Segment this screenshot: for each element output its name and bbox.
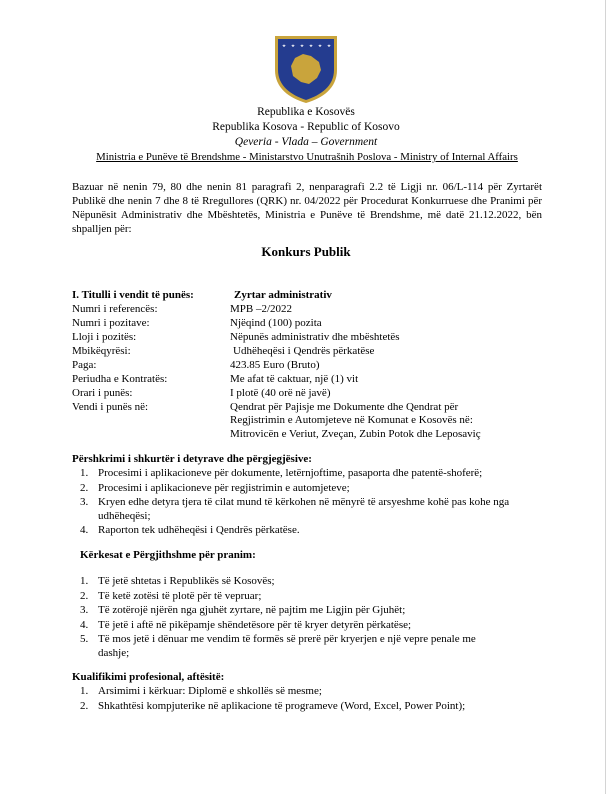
position-row-value: Udhëheqësi i Qendrës përkatëse [233, 345, 375, 357]
position-row-value: I plotë (40 orë në javë) [230, 387, 331, 399]
list-item [80, 700, 550, 714]
list-item-text: Raporton tek udhëheqësi i Qendrës përkatëse. [98, 524, 300, 536]
list-item-text: Të jetë i aftë në pikëpamje shëndetësore për të kryer detyrën përkatëse; [98, 618, 412, 631]
position-row-label: Numri i pozitave: [72, 317, 150, 329]
position-row [72, 401, 459, 415]
list-item-number: 2. [80, 589, 89, 602]
duties-heading: Përshkrimi i shkurtër i detyrave dhe përgjegjësive: [72, 453, 312, 465]
list-item-text: Kryen edhe detyra tjera të cilat mund të kërkohen në mënyrë të arsyeshme kohë pas kohe nga [98, 496, 510, 508]
list-item-number: 3. [80, 496, 89, 508]
document-page: Republika e Kosovës Republika Kosova - Republic of Kosovo Qeveria - Vlada – Government Ministria e Punëve të Brendshme - Ministarstvo Unutrašnih Poslova - Ministry of Internal Affairs Bazuar në nenin 79, 80 dhe nenin 81 paragrafi 2, nenparagrafi 2.2 të Ligji nr. 06/L-114 për Zyrtarët Publikë dhe nenin 7 dhe 8 të Rregullores (QRK) nr. 04/2022 për Procedurat Konkurruese dhe Pranimi për Nëpunësit Administrativ dhe Mbështetës, Ministria e Punëve të Brendshme, më datë 21.12.2022, bën shpalljen për: Konkurs Publik I. Titulli i vendit të punës: Zyrtar administrativ Numri i referencës: MPB –2/2022 Numri i pozitave: Njëqind (100) pozita Lloji i pozitës: Nëpunës administrativ dhe mbështetës Mbikëqyrësi: Udhëheqësi i Qendrës përkatëse Paga: 423.85 Euro (Bruto) Periudha e Kontratës: Me afat të caktuar, një (1) vit Orari i punës: I plotë (40 orë në javë) Vendi i punës në: Qendrat për Pajisje me Dokumente dhe Qendrat për Regjistrimin e Automjeteve në Komunat e Kosovës në: Mitrovicën e Veriut, Zveçan, Zubin Potok dhe Leposaviç Përshkrimi i shkurtër i detyrave dhe përgjegjësive: 1. Procesimi i aplikacioneve për dokumente, letërnjoftime, pasaporta dhe patentë-shoferë; 2. Procesimi i aplikacioneve për regjistrimin e automjeteve; 3. Kryen edhe detyra tjera të cilat mund të kërkohen në mënyrë të arsyeshme kohë pas kohe nga udhëheqësi; 4. Raporton tek udhëheqësi i Qendrës përkatëse. Kërkesat e Përgjithshme për pranim: 1. Të jetë shtetas i Republikës së Kosovës; 2. Të ketë zotësi të plotë për të vepruar; 3. Të zotërojë njërën nga gjuhët zyrtare, në pajtim me Ligjin për Gjuhët; 4. Të jetë i aftë në pikëpamje shëndetësore për të kryer detyrën përkatëse; 5. Të mos jetë i dënuar me vendim të formës së prerë për kryerjen e një vepre penale me dashje; Kualifikimi profesional, aftësitë: 1. Arsimimi i kërkuar: Diplomë e shkollës së mesme; 2. Shkathtësi kompjuterike në aplikacione të programeve (Word, Excel, Power Point); [0, 0, 612, 794]
position-row [72, 373, 359, 387]
position-row [72, 303, 293, 317]
position-row-label: Paga: [72, 359, 97, 371]
list-item-number: 2. [80, 481, 89, 494]
position-row [72, 317, 322, 331]
list-item [80, 524, 550, 538]
duties-list [80, 467, 550, 538]
list-item [80, 482, 550, 496]
position-row-label: Numri i referencës: [72, 303, 158, 315]
position-row-label: Periudha e Kontratës: [72, 373, 168, 385]
requirements-list [80, 575, 550, 660]
page-title: Konkurs Publik [261, 244, 351, 259]
position-row-value: Me afat të caktuar, një (1) vit [230, 373, 359, 385]
position-row [72, 359, 320, 373]
list-item-text: Të mos jetë i dënuar me vendim të formës së prerë për kryerjen e një vepre penale me [98, 633, 476, 645]
position-row-value: MPB –2/2022 [230, 303, 293, 315]
position-row-label: Mbikëqyrësi: [72, 345, 131, 357]
qualifications-list [80, 685, 550, 713]
position-row-value: Zyrtar administrativ [234, 289, 332, 301]
list-item-text: dashje; [98, 646, 130, 659]
list-item-number: 3. [80, 604, 89, 616]
list-item-number: 4. [80, 524, 89, 536]
list-item-text: Arsimimi i kërkuar: Diplomë e shkollës së mesme; [98, 685, 322, 697]
list-item [80, 590, 550, 604]
list-item-number: 2. [80, 699, 89, 712]
list-item [80, 575, 550, 589]
position-row [72, 387, 331, 401]
list-item-text: Të jetë shtetas i Republikës së Kosovës; [98, 575, 275, 587]
position-row-label: Vendi i punës në: [72, 401, 149, 413]
list-item-number: 1. [80, 685, 89, 697]
list-item-number: 1. [80, 467, 89, 479]
intro-paragraph: Bazuar në nenin 79, 80 dhe nenin 81 paragrafi 2, nenparagrafi 2.2 të Ligji nr. 06/L-114 për Zyrtarët Publikë dhe nenin 7 dhe 8 të Rregullores (QRK) nr. 04/2022 për Procedurat Konkurruese dhe Pranimi për Nëpunësit Administrativ dhe Mbështetës, Ministria e Punëve të Brendshme, më datë 21.12.2022, bën shpalljen për: [72, 181, 542, 235]
list-item-text: Shkathtësi kompjuterike në aplikacione të programeve (Word, Excel, Power Point); [98, 699, 466, 712]
header-republic-trilingual: Republika Kosova - Republic of Kosovo [212, 121, 400, 133]
list-item [80, 685, 550, 699]
position-row-value: Qendrat për Pajisje me Dokumente dhe Qendrat për [230, 401, 459, 413]
position-row-label: Lloji i pozitës: [72, 331, 137, 343]
header-government: Qeveria - Vlada – Government [234, 136, 378, 148]
list-item [80, 633, 550, 660]
list-item-number: 1. [80, 575, 89, 587]
list-item [80, 496, 550, 523]
kosovo-coat-of-arms-icon [273, 34, 339, 104]
list-item-text: udhëheqësi; [98, 509, 151, 522]
position-row-value: Njëqind (100) pozita [230, 317, 322, 329]
position-row-value: 423.85 Euro (Bruto) [230, 359, 320, 371]
list-item-text: Procesimi i aplikacioneve për regjistrimin e automjeteve; [98, 481, 350, 494]
position-row [72, 289, 332, 303]
list-item [80, 619, 550, 633]
position-row [72, 345, 375, 359]
position-row-label: Orari i punës: [72, 387, 133, 399]
list-item [80, 604, 550, 618]
list-item-text: Procesimi i aplikacioneve për dokumente, letërnjoftime, pasaporta dhe patentë-shoferë; [98, 467, 483, 479]
list-item-text: Të zotërojë njërën nga gjuhët zyrtare, në pajtim me Ligjin për Gjuhët; [98, 604, 406, 616]
list-item-text: Të ketë zotësi të plotë për të vepruar; [98, 589, 262, 602]
position-row-value: Nëpunës administrativ dhe mbështetës [230, 331, 400, 343]
list-item [80, 467, 550, 481]
list-item-number: 4. [80, 618, 89, 631]
position-row [72, 331, 400, 345]
header-ministry: Ministria e Punëve të Brendshme - Ministarstvo Unutrašnih Poslova - Ministry of Internal Affairs [96, 151, 518, 163]
qualifications-heading: Kualifikimi profesional, aftësitë: [72, 671, 225, 683]
header-republic: Republika e Kosovës [257, 106, 355, 118]
position-row-label: I. Titulli i vendit të punës: [72, 289, 194, 301]
requirements-heading: Kërkesat e Përgjithshme për pranim: [80, 549, 256, 561]
list-item-number: 5. [80, 633, 89, 645]
